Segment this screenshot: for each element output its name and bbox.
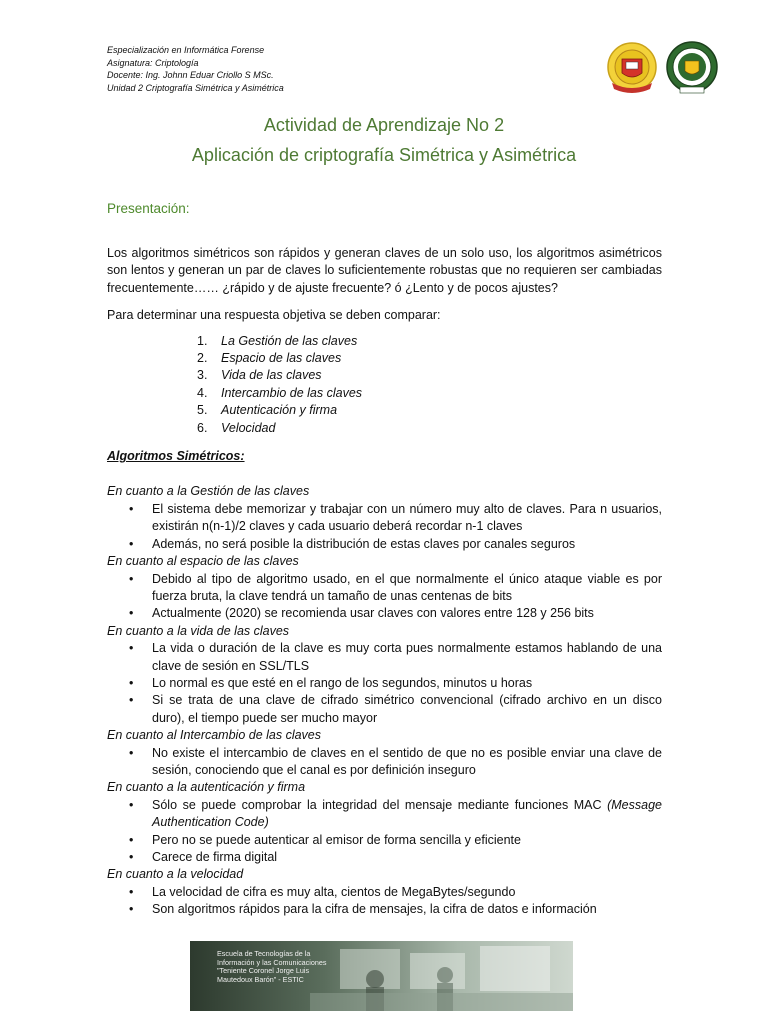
- lead-paragraph: Para determinar una respuesta objetiva se deben comparar:: [107, 308, 441, 323]
- header-line-program: Especialización en Informática Forense: [107, 45, 265, 55]
- section-title-speed: En cuanto a la velocidad: [107, 867, 244, 882]
- bullet-list: [107, 501, 662, 553]
- list-item: • No existe el intercambio de claves en el sentido de que no es posible enviar una clave de sesión, conociendo que el canal es por definición inseguro: [129, 745, 662, 777]
- list-item: 4. Intercambio de las claves: [197, 385, 363, 400]
- symmetric-algorithms-heading: Algoritmos Simétricos:: [107, 449, 245, 464]
- list-item: • El sistema debe memorizar y trabajar con un número muy alto de claves. Para n usuarios, existirán n(n-1)/2 claves y cada usuario deberá recordar n-1 claves: [129, 501, 662, 534]
- document-header: [107, 44, 284, 94]
- header-line-subject: Asignatura: Criptología: [107, 57, 199, 68]
- bullet-list: [107, 884, 662, 919]
- section-title-key-lifetime: En cuanto a la vida de las claves: [107, 623, 290, 638]
- section-title-key-management: En cuanto a la Gestión de las claves: [107, 484, 310, 499]
- footer-school-name: Escuela de Tecnologías de la Información y las Comunicaciones "Teniente Coronel Jorge Luis Mautedoux Barón" - ESTIC: [217, 949, 327, 984]
- list-item: 6. Velocidad: [197, 420, 276, 435]
- list-item: • La velocidad de cifra es muy alta, cientos de MegaBytes/segundo: [129, 884, 516, 899]
- section-title-key-space: En cuanto al espacio de las claves: [107, 554, 299, 569]
- list-item: 1. La Gestión de las claves: [197, 333, 358, 348]
- criteria-list: [197, 333, 662, 437]
- bullet-list: [107, 797, 662, 867]
- intro-paragraph: Los algoritmos simétricos son rápidos y generan claves de un solo uso, los algoritmos asimétricos son lentos y generan un par de claves lo suficientemente robustas que no requieren ser cambiadas frecuentemente…… ¿rápido y de ajuste frecuente? ó ¿Lento y de pocos ajustes?: [107, 246, 662, 295]
- seal-logos-icon: [606, 39, 718, 97]
- list-item: • Si se trata de una clave de cifrado simétrico convencional (cifrado archivo en un disco duro), el tiempo puede ser mucho mayor: [129, 693, 662, 725]
- section-title-key-exchange: En cuanto al Intercambio de las claves: [107, 728, 322, 743]
- institution-logos: [606, 39, 718, 97]
- mac-expansion: (Message Authentication Code): [152, 797, 662, 830]
- list-item: • Debido al tipo de algoritmo usado, en el que normalmente el único ataque viable es por fuerza bruta, la clave tendrá un tamaño de unas centenas de bits: [129, 571, 662, 603]
- activity-title: Actividad de Aprendizaje No 2: [263, 115, 505, 135]
- list-item: 5. Autenticación y firma: [197, 403, 338, 418]
- footer-banner: [190, 941, 573, 1011]
- police-seal-icon: [667, 42, 717, 93]
- section-title-authentication: En cuanto a la autenticación y firma: [107, 780, 306, 795]
- list-item: 3. Vida de las claves: [197, 368, 322, 383]
- list-item: • Pero no se puede autenticar al emisor de forma sencilla y eficiente: [129, 832, 521, 847]
- shield-logo-icon: [608, 43, 656, 93]
- activity-subtitle: Aplicación de criptografía Simétrica y Asimétrica: [191, 145, 577, 165]
- list-item: 2. Espacio de las claves: [197, 351, 342, 366]
- list-item: • Son algoritmos rápidos para la cifra de mensajes, la cifra de datos e información: [129, 902, 597, 917]
- presentation-heading: Presentación:: [107, 201, 190, 216]
- list-item: • La vida o duración de la clave es muy corta pues normalmente estamos hablando de una clave de sesión en SSL/TLS: [129, 641, 662, 673]
- list-item: • Lo normal es que esté en el rango de los segundos, minutos u horas: [129, 675, 533, 690]
- bullet-list: [107, 745, 662, 780]
- bullet-list: [107, 571, 662, 623]
- document-body: [107, 245, 662, 919]
- bullet-list: [107, 640, 662, 727]
- header-line-teacher: Docente: Ing. Johnn Eduar Criollo S MSc.: [107, 70, 274, 81]
- list-item: • Además, no será posible la distribución de estas claves por canales seguros: [129, 536, 576, 551]
- list-item: • Carece de firma digital: [129, 850, 278, 864]
- list-item: • Actualmente (2020) se recomienda usar claves con valores entre 128 y 256 bits: [129, 606, 594, 621]
- list-item: • Sólo se puede comprobar la integridad del mensaje mediante funciones MAC (Message Authentication Code): [129, 797, 662, 830]
- header-line-unit: Unidad 2 Criptografía Simétrica y Asimétrica: [107, 82, 284, 93]
